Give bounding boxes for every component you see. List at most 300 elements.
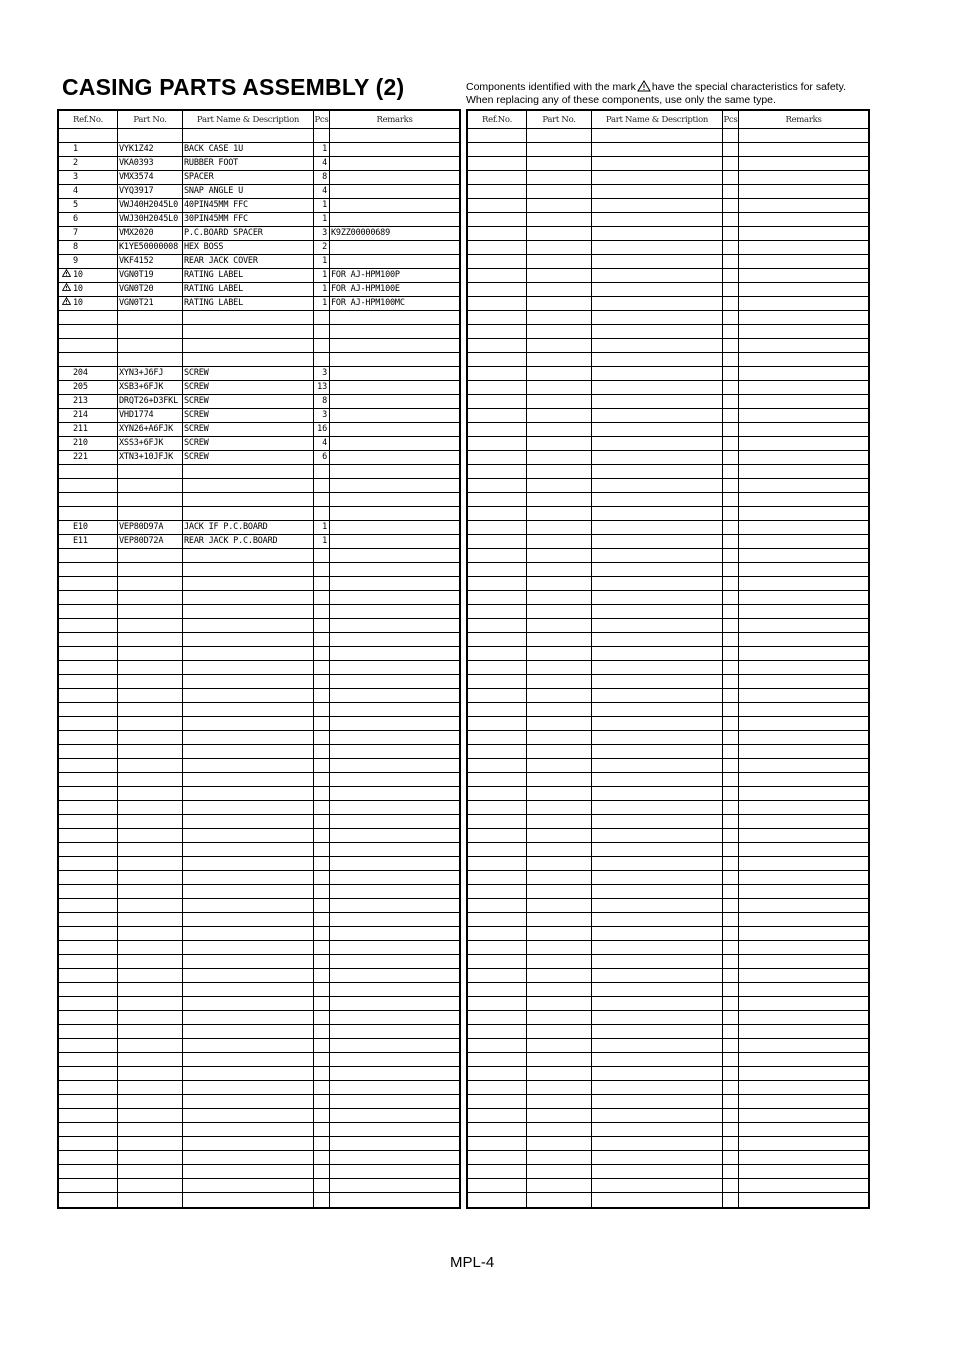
ref-spacer [60,577,72,590]
cell-ref-no [468,913,527,926]
cell-part-name [592,1137,723,1150]
cell-part-no [527,297,592,310]
ref-number [72,1151,73,1164]
ref-number [72,857,73,870]
cell-part-name [592,171,723,184]
ref-spacer [469,913,481,926]
cell-remarks [739,171,868,184]
ref-number: 10 [73,298,83,308]
table-row [468,955,868,969]
ref-spacer [60,955,72,968]
table-row [468,1067,868,1081]
ref-number: 6 [73,214,78,224]
cell-part-no [527,1025,592,1038]
ref-number [72,479,73,492]
ref-number [72,339,73,352]
cell-part-name [592,1039,723,1052]
cell-pcs [314,969,330,982]
cell-part-name [183,1039,314,1052]
cell-remarks [330,157,459,170]
table-row [468,1025,868,1039]
cell-ref-no [59,353,118,366]
ref-number [481,899,482,912]
table-row [468,143,868,157]
cell-ref-no [468,619,527,632]
table-row [468,605,868,619]
ref-number [72,843,73,856]
ref-spacer [469,899,481,912]
ref-spacer [469,1193,481,1207]
table-row [59,1151,459,1165]
cell-part-no [527,227,592,240]
table-row [468,381,868,395]
cell-part-name [183,843,314,856]
ref-number: 221 [73,452,88,462]
cell-ref-no [468,479,527,492]
cell-part-name [592,1165,723,1178]
ref-number [72,829,73,842]
ref-spacer [60,843,72,856]
cell-ref-no [468,899,527,912]
ref-number [72,815,73,828]
cell-part-no [527,689,592,702]
cell-part-name [592,703,723,716]
cell-part-name [592,157,723,170]
ref-spacer [469,493,481,506]
cell-remarks [330,1053,459,1066]
ref-number [481,199,482,212]
table-row [468,661,868,675]
cell-part-no: VMX3574 [118,171,183,184]
cell-pcs: 2 [314,241,330,254]
cell-part-name [592,829,723,842]
cell-remarks [739,129,868,142]
cell-remarks [739,409,868,422]
ref-number [72,1095,73,1108]
cell-remarks [739,451,868,464]
cell-part-no [527,801,592,814]
ref-number: 10 [73,284,83,294]
cell-remarks [330,241,459,254]
cell-ref-no [59,619,118,632]
table-row [59,885,459,899]
ref-spacer [60,913,72,926]
ref-spacer [469,549,481,562]
cell-ref-no [468,1081,527,1094]
cell-part-name [183,969,314,982]
ref-spacer [469,997,481,1010]
cell-part-name: SCREW [183,367,314,380]
cell-part-no: VYK1Z42 [118,143,183,156]
table-row [59,941,459,955]
table-row [468,227,868,241]
cell-ref-no [59,311,118,324]
cell-ref-no [468,367,527,380]
cell-ref-no [468,199,527,212]
ref-number [72,1053,73,1066]
ref-spacer [60,703,72,716]
cell-remarks [739,997,868,1010]
cell-ref-no [59,1081,118,1094]
cell-remarks [739,787,868,800]
cell-part-no [527,549,592,562]
cell-part-name [592,297,723,310]
cell-part-name [592,717,723,730]
cell-ref-no [468,423,527,436]
ref-number [72,605,73,618]
cell-remarks [739,199,868,212]
cell-remarks [330,171,459,184]
cell-part-name [592,465,723,478]
cell-part-no [527,1123,592,1136]
ref-spacer [469,283,481,296]
cell-part-no [527,773,592,786]
cell-remarks [739,1067,868,1080]
cell-part-name [592,1067,723,1080]
cell-part-name [592,619,723,632]
cell-part-name [183,1109,314,1122]
ref-number: 1 [73,144,78,154]
cell-pcs [723,689,739,702]
cell-pcs [314,773,330,786]
cell-part-no [118,591,183,604]
cell-pcs [723,787,739,800]
cell-part-no [527,661,592,674]
ref-number [481,493,482,506]
table-row [59,353,459,367]
cell-remarks: FOR AJ-HPM100E [331,284,400,294]
cell-part-no [118,661,183,674]
cell-pcs [723,801,739,814]
cell-part-no [527,1165,592,1178]
ref-spacer [60,857,72,870]
ref-number [481,241,482,254]
ref-number [481,227,482,240]
cell-part-no [118,997,183,1010]
cell-pcs [314,647,330,660]
header-part-no: Part No. [118,111,183,128]
ref-spacer [60,437,72,450]
cell-part-name [592,577,723,590]
cell-pcs [314,465,330,478]
table-row [59,1095,459,1109]
ref-spacer [60,353,72,366]
cell-pcs [723,1039,739,1052]
cell-pcs [723,1165,739,1178]
cell-ref-no [59,1053,118,1066]
cell-part-no [527,787,592,800]
cell-part-name [183,1193,314,1207]
ref-number [481,829,482,842]
ref-spacer [60,381,72,394]
ref-spacer [469,535,481,548]
cell-pcs [314,899,330,912]
cell-ref-no [468,1109,527,1122]
cell-remarks [330,465,459,478]
cell-part-name [183,647,314,660]
ref-spacer [469,787,481,800]
cell-part-no [527,955,592,968]
cell-remarks [330,437,459,450]
cell-ref-no [59,381,118,394]
ref-spacer [60,871,72,884]
ref-number [72,1109,73,1122]
table-row [59,1011,459,1025]
cell-part-no [118,703,183,716]
cell-pcs [314,1039,330,1052]
table-row [59,367,459,381]
ref-number [481,885,482,898]
cell-pcs [314,605,330,618]
cell-part-no [527,1081,592,1094]
cell-remarks [739,619,868,632]
ref-number [481,787,482,800]
cell-ref-no [468,759,527,772]
table-row [59,241,459,255]
ref-number [72,773,73,786]
cell-part-name [592,409,723,422]
cell-pcs [723,325,739,338]
ref-spacer [60,157,72,170]
cell-pcs: 16 [314,423,330,436]
cell-part-name [592,1109,723,1122]
table-row [59,143,459,157]
table-row [59,185,459,199]
table-row [468,899,868,913]
table-row [468,325,868,339]
ref-spacer [60,479,72,492]
cell-pcs [723,493,739,506]
ref-spacer [60,1123,72,1136]
table-row [468,1109,868,1123]
cell-remarks [739,339,868,352]
table-row [468,129,868,143]
cell-pcs [314,871,330,884]
ref-number: 9 [73,256,78,266]
table-row [468,1039,868,1053]
cell-remarks [330,143,459,156]
cell-remarks [330,451,459,464]
cell-pcs [314,633,330,646]
ref-spacer [469,1095,481,1108]
ref-number [481,549,482,562]
cell-remarks [330,745,459,758]
cell-part-no [527,745,592,758]
ref-number [72,1137,73,1150]
table-row [59,605,459,619]
cell-ref-no [59,1193,118,1207]
cell-pcs [723,969,739,982]
cell-part-no [527,409,592,422]
cell-pcs [314,983,330,996]
cell-pcs [314,857,330,870]
cell-part-name [183,661,314,674]
ref-number [481,1151,482,1164]
ref-spacer [469,437,481,450]
cell-pcs [314,801,330,814]
ref-spacer [469,675,481,688]
cell-pcs [314,885,330,898]
cell-pcs [314,549,330,562]
ref-number [481,661,482,674]
page-title: CASING PARTS ASSEMBLY (2) [62,74,405,100]
ref-number [481,1011,482,1024]
cell-ref-no [59,1011,118,1024]
cell-part-name [592,507,723,520]
cell-ref-no [59,241,118,254]
table-row [468,241,868,255]
ref-number [481,731,482,744]
cell-remarks [330,829,459,842]
cell-pcs [723,1011,739,1024]
cell-remarks [330,605,459,618]
cell-part-name [592,801,723,814]
cell-pcs [723,1123,739,1136]
cell-part-no [118,1137,183,1150]
table-row [59,983,459,997]
parts-table-right [466,109,870,1209]
header-part-name: Part Name & Description [183,111,314,128]
table-row [468,367,868,381]
cell-part-no [118,843,183,856]
cell-part-name [183,353,314,366]
ref-spacer [469,591,481,604]
cell-ref-no [59,535,118,548]
cell-ref-no [468,871,527,884]
cell-pcs [723,633,739,646]
cell-pcs [723,829,739,842]
ref-spacer [469,1123,481,1136]
ref-spacer [60,829,72,842]
cell-part-name [592,339,723,352]
cell-pcs: 13 [314,381,330,394]
cell-ref-no [468,955,527,968]
cell-part-no: XTN3+10JFJK [118,451,183,464]
cell-part-no [527,885,592,898]
ref-number [72,689,73,702]
table-row [59,591,459,605]
cell-pcs [723,731,739,744]
ref-number: 204 [73,368,88,378]
cell-pcs [314,493,330,506]
cell-part-no: VMX2020 [118,227,183,240]
cell-part-name [592,437,723,450]
ref-number [481,1039,482,1052]
cell-part-no: VEP80D97A [118,521,183,534]
cell-ref-no [468,185,527,198]
cell-remarks [739,843,868,856]
cell-part-no [527,311,592,324]
ref-number [72,465,73,478]
cell-remarks [739,241,868,254]
cell-part-no: VWJ40H2045L0 [118,199,183,212]
cell-part-name [592,1053,723,1066]
table-row [468,269,868,283]
cell-pcs [314,339,330,352]
cell-ref-no [468,969,527,982]
ref-spacer [469,423,481,436]
cell-pcs [723,143,739,156]
cell-ref-no [468,1165,527,1178]
table-row [59,437,459,451]
table-row [59,829,459,843]
ref-number [481,325,482,338]
cell-remarks [739,647,868,660]
ref-number: 8 [73,242,78,252]
cell-part-name [592,633,723,646]
cell-part-name [183,339,314,352]
cell-remarks [330,941,459,954]
cell-ref-no [59,843,118,856]
cell-ref-no [59,703,118,716]
ref-number [72,955,73,968]
cell-remarks [330,549,459,562]
ref-number [481,577,482,590]
table-row [468,1151,868,1165]
cell-pcs [314,1067,330,1080]
ref-spacer [469,1053,481,1066]
cell-part-name [183,1179,314,1192]
ref-number [481,507,482,520]
cell-part-no [527,675,592,688]
ref-spacer [60,633,72,646]
table-row [468,983,868,997]
cell-part-name: 30PIN45MM FFC [183,213,314,226]
cell-ref-no [59,605,118,618]
cell-ref-no [468,577,527,590]
cell-remarks [739,1039,868,1052]
ref-number [481,997,482,1010]
cell-ref-no [468,563,527,576]
ref-number [481,311,482,324]
cell-ref-no [59,437,118,450]
cell-part-name [592,773,723,786]
cell-part-name [592,787,723,800]
cell-part-name [183,703,314,716]
ref-number [72,493,73,506]
cell-ref-no [59,227,118,240]
ref-number [72,1123,73,1136]
cell-pcs [314,745,330,758]
ref-number [481,1025,482,1038]
ref-number [481,1165,482,1178]
table-row [468,213,868,227]
cell-pcs [723,1081,739,1094]
cell-part-no [527,983,592,996]
cell-part-no [527,605,592,618]
table-row [468,255,868,269]
cell-part-no [527,199,592,212]
cell-ref-no [59,409,118,422]
table-row [468,283,868,297]
cell-pcs [723,773,739,786]
ref-number [72,1011,73,1024]
cell-pcs [314,1123,330,1136]
ref-spacer [469,1067,481,1080]
cell-pcs [723,353,739,366]
cell-part-name: RUBBER FOOT [183,157,314,170]
ref-number [481,185,482,198]
warning-triangle-icon [60,269,72,282]
cell-part-name [592,661,723,674]
cell-part-name [183,885,314,898]
ref-number [481,129,482,142]
cell-ref-no [468,731,527,744]
cell-ref-no [59,927,118,940]
ref-number [481,675,482,688]
cell-part-no: VKF4152 [118,255,183,268]
table-row [468,773,868,787]
